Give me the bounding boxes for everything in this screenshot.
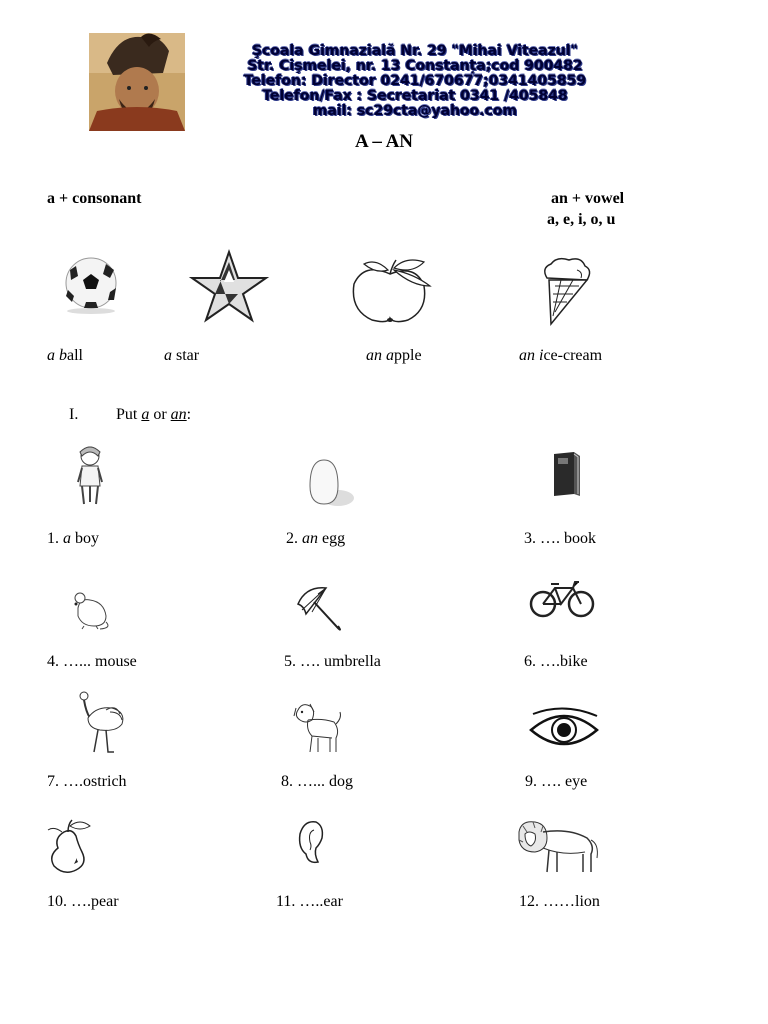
item-1-label: 1. a boy [47, 530, 99, 547]
book-icon [550, 450, 582, 498]
item-11-label: 11. …..ear [276, 893, 343, 910]
header-line: Str. Cişmelei, nr. 13 Constanța;cod 900482 [247, 58, 583, 74]
header-email: mail: sc29cta@yahoo.com [312, 103, 518, 119]
example-ball: a ball [47, 347, 83, 364]
item-5-label: 5. …. umbrella [284, 653, 381, 670]
umbrella-icon [296, 584, 346, 632]
apple-icon [350, 256, 434, 324]
page-title: A – AN [354, 131, 414, 152]
item-7-label: 7. ….ostrich [47, 773, 127, 790]
item-4-label: 4. …... mouse [47, 653, 137, 670]
item-8-label: 8. …... dog [281, 773, 353, 790]
boy-icon [74, 444, 106, 506]
star-icon [190, 250, 268, 322]
pear-icon [44, 818, 94, 874]
example-apple: an apple [366, 347, 422, 364]
bike-icon [529, 578, 595, 618]
exercise-number: I. [69, 406, 79, 423]
header-line: Telefon/Fax : Secretariat 0341 /405848 [262, 88, 568, 104]
lion-icon [513, 818, 599, 876]
example-ice-cream: an ice-cream [519, 347, 603, 364]
eye-icon [527, 708, 601, 754]
header-line: Telefon: Director 0241/670677;0341405859 [243, 73, 587, 89]
rule-consonant: a + consonant [47, 190, 142, 207]
ball-icon [62, 256, 120, 314]
ice-cream-icon [541, 256, 593, 326]
item-6-label: 6. ….bike [524, 653, 588, 670]
item-3-label: 3. …. book [524, 530, 596, 547]
exercise-instruction: Put a or an: [116, 406, 192, 423]
item-12-label: 12. ……lion [519, 893, 600, 910]
rule-vowel: an + vowel [551, 190, 625, 207]
dog-icon [292, 700, 344, 754]
item-2-label: 2. an egg [286, 530, 346, 547]
portrait-logo-icon [89, 33, 185, 131]
item-10-label: 10. ….pear [47, 893, 119, 910]
egg-icon [308, 458, 354, 508]
mouse-icon [70, 588, 112, 630]
header-line: Şcoala Gimnazială Nr. 29 "Mihai Viteazul" [252, 43, 578, 59]
ostrich-icon [76, 690, 126, 754]
item-9-label: 9. …. eye [525, 773, 588, 790]
school-header [225, 44, 605, 119]
vowel-list: a, e, i, o, u [547, 211, 616, 228]
example-star: a star [164, 347, 200, 364]
ear-icon [296, 818, 326, 866]
